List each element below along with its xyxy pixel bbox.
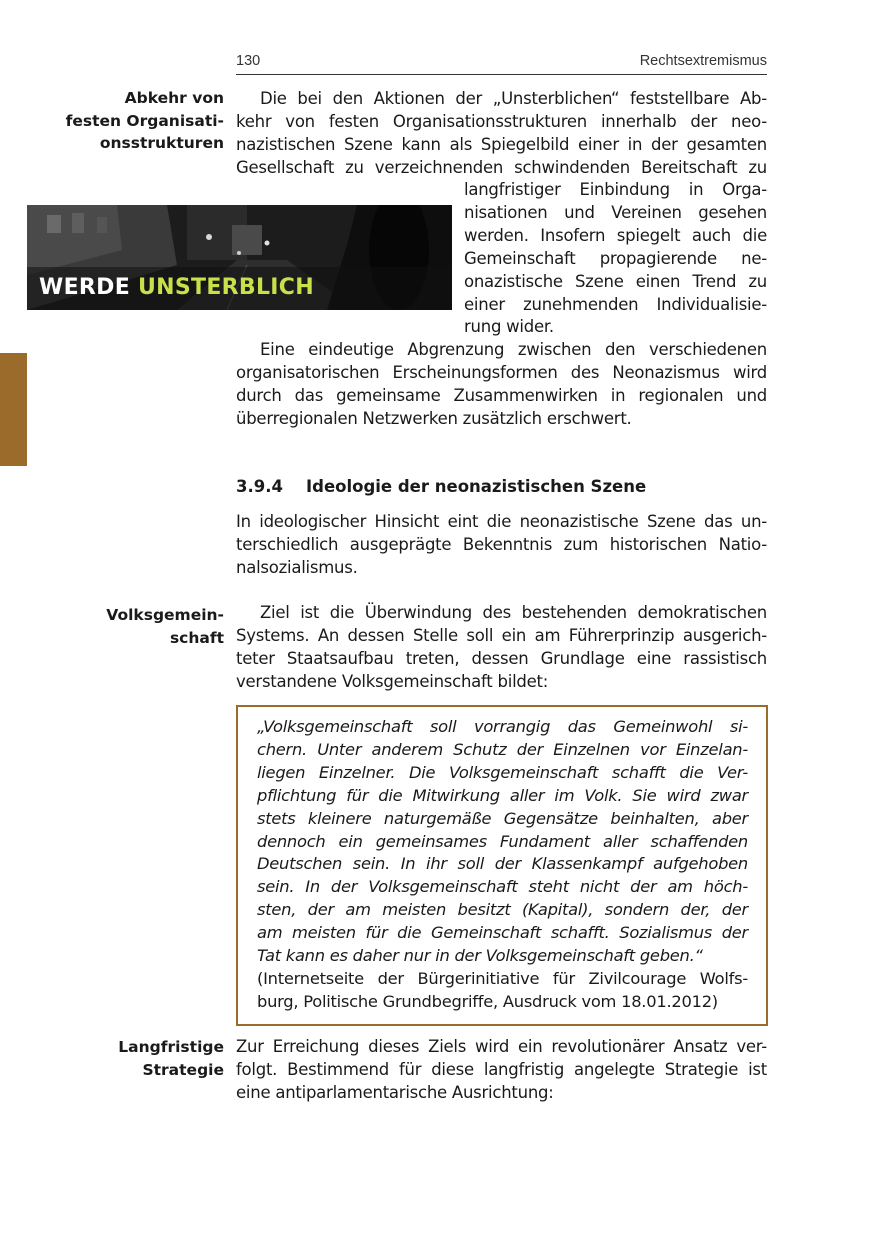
text-line: Die bei den Aktionen der „Unsterblichen“ feststellbare Ab- (260, 89, 767, 108)
margin-note-organisation (54, 87, 224, 155)
banner-slogan (39, 275, 314, 300)
text-line: rung wider. (464, 317, 554, 337)
margin-note-line: schaft (169, 628, 224, 647)
section-number: 3.9.4 (236, 477, 283, 496)
quote-line: chern. Unter anderem Schutz der Einzelnen vor Einzelan- (257, 739, 748, 759)
quote-line: pflichtung für die Mitwirkung aller im Volk. Sie wird zwar (257, 785, 748, 805)
section-heading (236, 476, 767, 498)
quote-source-line: (Internetseite der Bürgerinitiative für Zivilcourage Wolfs- (257, 968, 748, 988)
margin-note-strategie (54, 1036, 224, 1081)
margin-note-line: Volksgemein- (106, 606, 224, 624)
text-line: folgt. Bestimmend für diese langfristig angelegte Strategie ist (236, 1059, 767, 1079)
text-line: kehr von festen Organisationsstrukturen innerhalb der neo- (236, 111, 767, 131)
margin-note-line: Langfristige (118, 1038, 224, 1056)
paragraph-2 (236, 339, 767, 431)
quote-line: Deutschen sein. In ihr soll der Klassenkampf aufgehoben (257, 854, 748, 874)
text-line: verstandene Volksgemeinschaft bildet: (236, 671, 549, 691)
text-line: teter Staatsaufbau treten, dessen Grundlage eine rassistisch (236, 648, 767, 668)
page-number: 130 (236, 53, 261, 69)
paragraph-3 (236, 511, 767, 580)
banner-word-werde: WERDE (39, 275, 131, 300)
quote-line: stets kleinere naturgemäße Gegensätze beinhalten, aber (257, 808, 748, 828)
text-line: nisationen und Vereinen gesehen (464, 202, 767, 222)
quote-line: liegen Einzelner. Die Volksgemeinschaft schafft die Ver- (257, 762, 748, 782)
text-line: Gemeinschaft propagierende ne- (464, 248, 767, 268)
text-line: eine antiparlamentarische Ausrichtung: (236, 1082, 554, 1102)
text-line: Systems. An dessen Stelle soll ein am Führerprinzip ausgerich- (236, 625, 767, 645)
text-line: Gesellschaft zu verzeichnenden schwindenden Bereitschaft zu (236, 157, 767, 177)
text-line: einer zunehmenden Individualisie- (464, 294, 767, 314)
quote-line: am meisten für die Gemeinschaft schafft. Sozialismus der (257, 923, 748, 943)
margin-note-line: festen Organisati- (65, 111, 224, 130)
paragraph-4 (236, 602, 767, 694)
text-line: In ideologischer Hinsicht eint die neonazistische Szene das un- (236, 512, 767, 531)
text-line: nalsozialismus. (236, 557, 358, 577)
werde-unsterblich-banner-image (27, 205, 452, 310)
quote-line: dennoch ein gemeinsames Fundament aller schaffenden (257, 831, 748, 851)
quote-line: „Volksgemeinschaft soll vorrangig das Gemeinwohl si- (257, 717, 748, 736)
paragraph-1-continuation (464, 179, 767, 339)
quote-line: sein. In der Volksgemeinschaft steht nicht der am höch- (257, 877, 748, 897)
running-title: Rechtsextremismus (639, 53, 767, 69)
quote-line: Tat kann es daher nur in der Volksgemeinschaft geben.“ (257, 946, 703, 966)
margin-note-line: Abkehr von (124, 89, 224, 107)
text-line: überregionalen Netzwerken zusätzlich erschwert. (236, 408, 632, 428)
margin-note-volksgemeinschaft (54, 604, 224, 649)
text-line: terschiedlich ausgeprägte Bekenntnis zum historischen Natio- (236, 534, 767, 554)
chapter-tab-marker (0, 353, 27, 466)
text-line: onazistische Szene einen Trend zu (464, 271, 767, 291)
margin-note-line: Strategie (142, 1060, 224, 1079)
text-line: werden. Insofern spiegelt auch die (464, 225, 767, 245)
text-line: organisatorischen Erscheinungsformen des Neonazismus wird (236, 362, 767, 382)
text-line: durch das gemeinsame Zusammenwirken in regionalen und (236, 385, 767, 405)
quote-source-line: burg, Politische Grundbegriffe, Ausdruck vom 18.01.2012) (257, 991, 718, 1011)
paragraph-1 (236, 88, 767, 180)
text-line: Zur Erreichung dieses Ziels wird ein revolutionärer Ansatz ver- (236, 1037, 767, 1056)
quote-line: sten, der am meisten besitzt (Kapital), sondern der, der (257, 900, 748, 920)
banner-word-unsterblich: UNSTERBLICH (138, 275, 314, 300)
section-title: Ideologie der neonazistischen Szene (306, 477, 647, 496)
running-header (236, 51, 767, 75)
quote-box (236, 705, 768, 1026)
margin-note-line: onsstrukturen (99, 134, 224, 152)
paragraph-5 (236, 1036, 767, 1105)
text-line: nazistischen Szene kann als Spiegelbild einer in der gesamten (236, 134, 767, 154)
text-line: Eine eindeutige Abgrenzung zwischen den verschiedenen (260, 340, 767, 359)
text-line: Ziel ist die Überwindung des bestehenden demokratischen (260, 603, 767, 622)
text-line: langfristiger Einbindung in Orga- (464, 180, 767, 199)
